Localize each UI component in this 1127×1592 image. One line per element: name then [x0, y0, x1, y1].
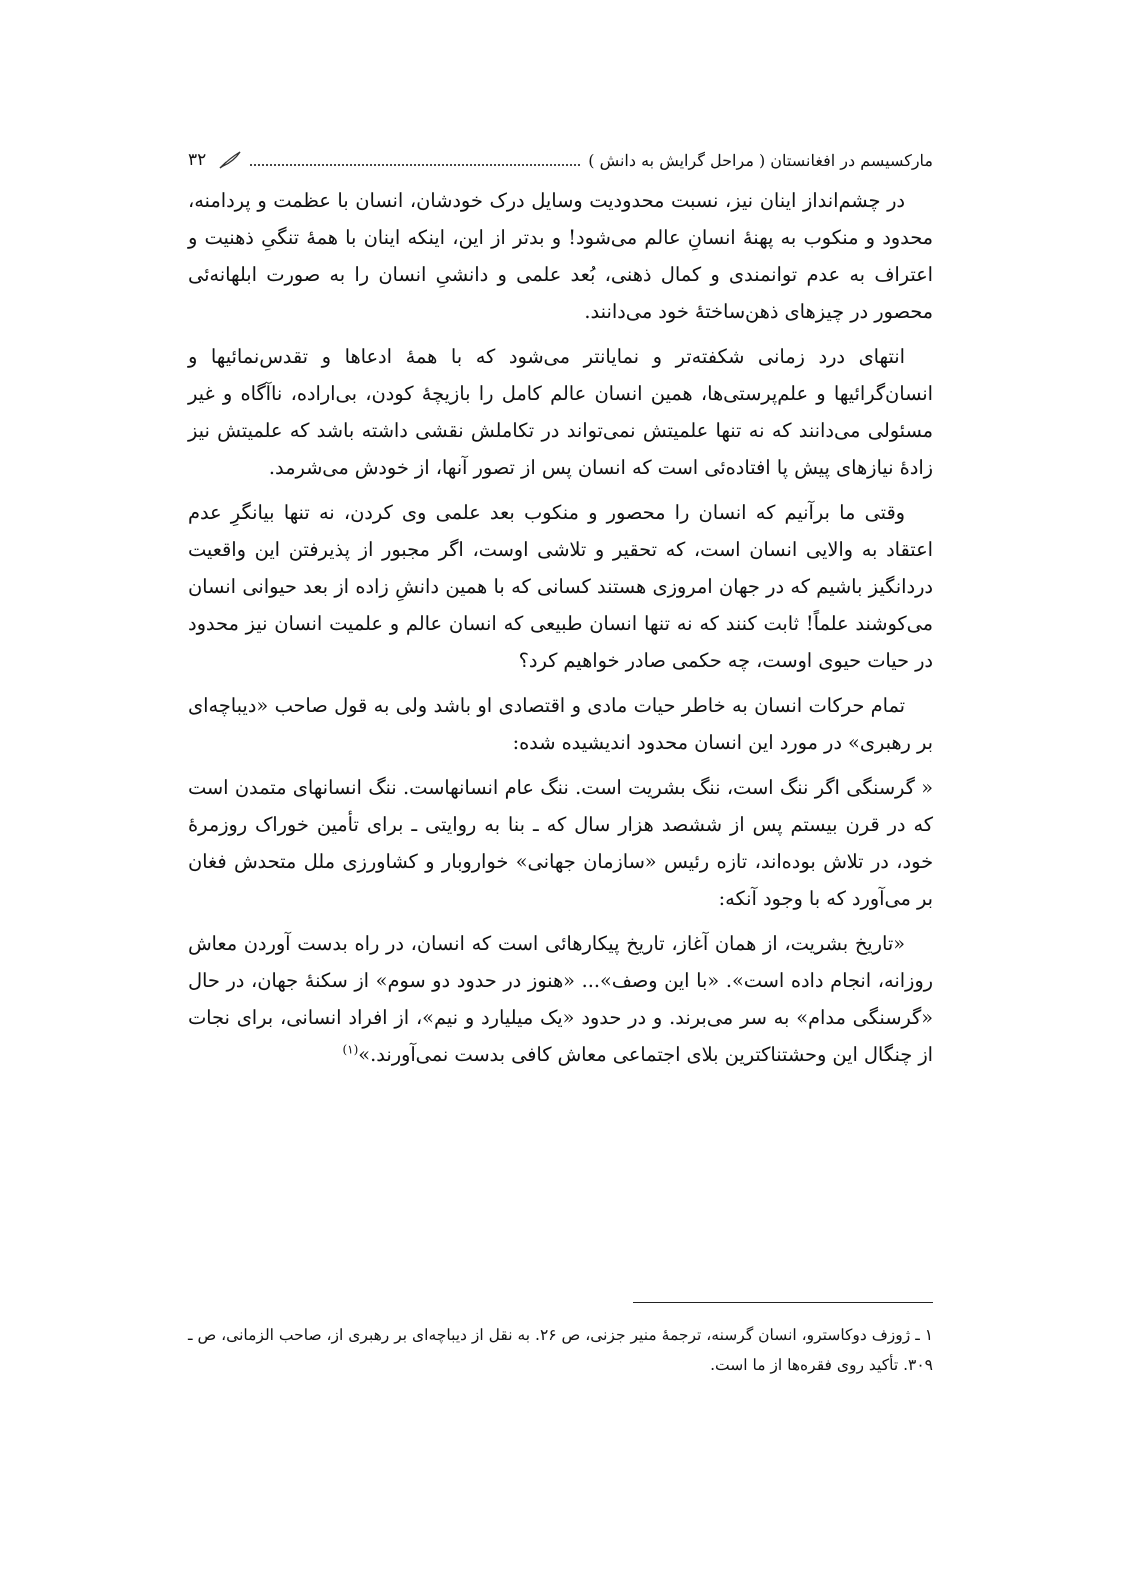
quote-paragraph-2: [188, 925, 933, 1073]
header-dot-leader: [250, 154, 580, 166]
paragraph-1: در چشم‌انداز اینان نیز، نسبت محدودیت وسایل درک خودشان، انسان با عظمت و پردامنه، محدود و منکوب به پهنهٔ انسانِ عالم می‌شود! و بدتر از این، اینکه اینان با همهٔ تنگیِ ذهنیت و اعتراف به عدم توانمندی و کمال ذهنی، بُعد علمی و دانشیِ انسان را به صورت ابلهانه‌ئی محصور در چیزهای ذهن‌ساختهٔ خود می‌دانند.: [188, 189, 933, 323]
quote-paragraph-2-text: «تاریخ بشریت، از همان آغاز، تاریخ پیکارهائی است که انسان، در راه بدست آوردن معاش روزانه، انجام داده است». «با این وصف»... «هنوز در حدود دو سوم» از سکنهٔ جهان، در حال «گرسنگی مدام» به سر می‌برند. و در حدود «یک میلیارد و نیم»، از افراد انسانی، برای نجات از چنگال این وحشتناکترین بلای اجتماعی معاش کافی بدست نمی‌آورند.»: [188, 932, 933, 1066]
footnote-reference: (۱): [342, 1042, 359, 1057]
footnote-divider: [633, 1302, 933, 1303]
paragraph-4: تمام حرکات انسان به خاطر حیات مادی و اقتصادی او باشد ولی به قول صاحب «دیباچه‌ای بر رهبری» در مورد این انسان محدود اندیشیده شده:: [188, 694, 933, 754]
footnote-text: ۱ ـ ژوزف دوکاسترو، انسان گرسنه، ترجمهٔ منیر جزنی، ص ۲۶. به نقل از دیباچه‌ای بر رهبری از، صاحب الزمانی، ص ـ ۳۰۹. تأکید روی فقره‌ها از ما است.: [188, 1326, 934, 1374]
quote-paragraph-1: « گرسنگی اگر ننگ است، ننگ بشریت است. ننگ عام انسانهاست. ننگ انسانهای متمدن است که در قرن بیستم پس از ششصد هزار سال که ـ بنا به روایتی ـ برای تأمین خوراک روزمرهٔ خود، در تلاش بوده‌اند، تازه رئیس «سازمان جهانی» خواروبار و کشاورزی ملل متحدش فغان بر می‌آورد که با وجود آنکه:: [188, 776, 933, 910]
paragraph-2: انتهای درد زمانی شکفته‌تر و نمایانتر می‌شود که با همهٔ ادعاها و تقدس‌نمائیها و انسان‌گرائیها و علم‌پرستی‌ها، همین انسان عالم کامل را بازیچهٔ کودن، بی‌اراده، ناآگاه و غیر مسئولی می‌دانند که نه تنها علمیتش نمی‌تواند در تکاملش نقشی داشته باشد که علمیتش نیز زادهٔ نیازهای پیش پا افتاده‌ئی است که انسان پس از تصور آنها، از خودش می‌شرمد.: [188, 345, 933, 479]
paragraph-3: وقتی ما برآنیم که انسان را محصور و منکوب بعد علمی وی کردن، نه تنها بیانگرِ عدم اعتقاد به والایی انسان است، که تحقیر و تلاشی اوست، اگر مجبور از پذیرفتن این واقعیت دردانگیز باشیم که در جهان امروزی هستند کسانی که با همین دانشِ زاده از بعد حیوانی انسان می‌کوشند علماً! ثابت کنند که نه تنها انسان طبیعی که انسان عالم و علمیت انسان نیز محدود در حیات حیوی اوست، چه حکمی صادر خواهیم کرد؟: [188, 501, 933, 672]
running-header: [188, 142, 933, 176]
body-text: [188, 182, 933, 1081]
running-header-title: مارکسیسم در افغانستان ( مراحل گرایش به دانش ): [588, 151, 933, 170]
page-number: ۳۲: [188, 150, 207, 170]
quill-pen-icon: [218, 150, 242, 170]
